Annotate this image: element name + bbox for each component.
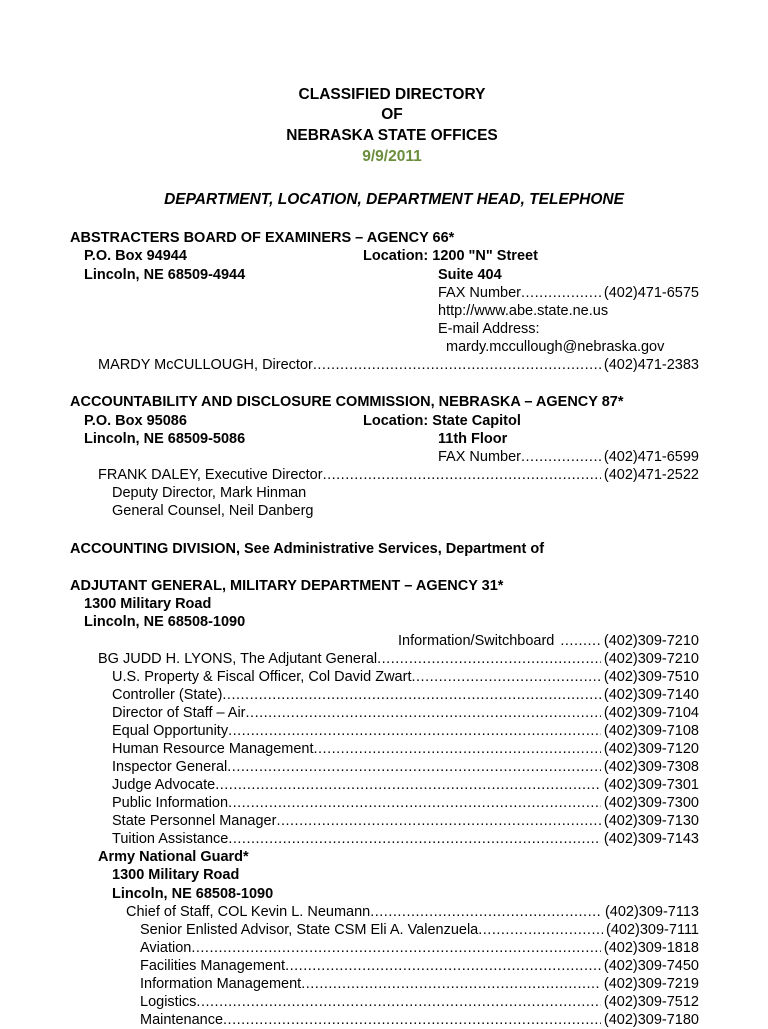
leader-dots: [377, 650, 601, 668]
fax-label: FAX Number: [438, 285, 521, 301]
entry-phone: (402)309-7219: [603, 976, 699, 992]
directory-entry: [112, 776, 699, 794]
directory-date: 9/9/2011: [362, 148, 422, 165]
director-phone: (402)471-2383: [603, 357, 699, 373]
abstracters-website[interactable]: http://www.abe.state.ne.us: [438, 303, 609, 319]
leader-dots: [323, 466, 601, 484]
entry-label: Judge Advocate: [112, 777, 216, 793]
leader-dots: [411, 668, 600, 686]
entry-phone: (402)309-7111: [606, 922, 699, 938]
entry-phone: (402)309-7308: [603, 759, 699, 775]
switchboard-phone: (402)309-7210: [603, 633, 699, 649]
accountability-city: Lincoln, NE 68509-5086: [84, 431, 246, 447]
entry-phone: (402)309-7130: [603, 813, 699, 829]
abstracters-city: Lincoln, NE 68509-4944: [84, 267, 246, 283]
leader-dots: [191, 939, 601, 957]
entry-label: U.S. Property & Fiscal Officer, Col David Zwart: [112, 669, 412, 685]
directory-entry: [112, 668, 699, 686]
leader-dots: [222, 686, 600, 704]
abstracters-director-entry: [98, 356, 699, 374]
directory-entry: [112, 704, 699, 722]
leader-dots: [370, 903, 602, 921]
entry-phone: (402)309-7300: [603, 795, 699, 811]
leader-dots: [314, 740, 601, 758]
adjutant-address: 1300 Military Road: [84, 596, 212, 612]
head-name: BG JUDD H. LYONS, The Adjutant General: [98, 651, 378, 667]
army-guard-address: 1300 Military Road: [112, 867, 240, 883]
entry-label: Equal Opportunity: [112, 723, 229, 739]
directory-entry: [140, 993, 699, 1011]
entry-label: Tuition Assistance: [112, 831, 229, 847]
entry-phone: (402)309-7108: [603, 723, 699, 739]
directory-entry: [140, 1011, 699, 1029]
fax-number: (402)471-6575: [603, 285, 699, 301]
entry-label: Facilities Management: [140, 958, 286, 974]
accountability-fax-entry: [438, 448, 699, 466]
army-guard-heading: Army National Guard*: [98, 849, 249, 865]
leader-dots: [215, 776, 601, 794]
entry-phone: (402)309-7104: [603, 705, 699, 721]
entry-label: Director of Staff – Air: [112, 705, 246, 721]
directory-entry: [112, 722, 699, 740]
army-guard-city: Lincoln, NE 68508-1090: [112, 886, 274, 902]
accountability-counsel: General Counsel, Neil Danberg: [112, 503, 314, 519]
accountability-director-entry: [98, 466, 699, 484]
adjutant-city: Lincoln, NE 68508-1090: [84, 614, 246, 630]
entry-label: State Personnel Manager: [112, 813, 277, 829]
chief-name: Chief of Staff, COL Kevin L. Neumann: [126, 904, 371, 920]
leader-dots: [276, 812, 600, 830]
leader-dots: [228, 722, 601, 740]
directory-entry: [140, 921, 699, 939]
fax-label: FAX Number: [438, 449, 521, 465]
abstracters-email-label: E-mail Address:: [438, 321, 540, 337]
directory-entry: [140, 939, 699, 957]
entry-label: Aviation: [140, 940, 192, 956]
entry-phone: (402)309-7510: [603, 669, 699, 685]
entry-phone: (402)309-1818: [603, 940, 699, 956]
abstracters-po-box: P.O. Box 94944: [84, 248, 187, 264]
adjutant-heading: ADJUTANT GENERAL, MILITARY DEPARTMENT – AGENCY 31*: [70, 578, 504, 594]
abstracters-fax-entry: [438, 284, 699, 302]
leader-dots: [246, 704, 601, 722]
director-name: MARDY McCULLOUGH, Director: [98, 357, 313, 373]
entry-label: Inspector General: [112, 759, 228, 775]
accountability-location: Location: State Capitol: [363, 413, 521, 429]
adjutant-head-entry: [98, 650, 699, 668]
leader-dots: [301, 975, 601, 993]
director-phone: (402)471-2522: [603, 467, 699, 483]
abstracters-heading: ABSTRACTERS BOARD OF EXAMINERS – AGENCY 66*: [70, 230, 455, 246]
accountability-heading: ACCOUNTABILITY AND DISCLOSURE COMMISSION, NEBRASKA – AGENCY 87*: [70, 394, 624, 410]
directory-title: CLASSIFIED DIRECTORY: [298, 86, 486, 103]
directory-entry: [112, 830, 699, 848]
army-guard-chief-entry: [126, 903, 699, 921]
abstracters-location: Location: 1200 "N" Street: [363, 248, 538, 264]
directory-entry: [112, 740, 699, 758]
leader-dots: [228, 794, 601, 812]
leader-dots: [478, 921, 603, 939]
directory-title-of: OF: [381, 106, 403, 123]
entry-label: Controller (State): [112, 687, 223, 703]
abstracters-suite: Suite 404: [438, 267, 502, 283]
entry-label: Information Management: [140, 976, 302, 992]
leader-dots: [521, 448, 601, 466]
entry-label: Public Information: [112, 795, 229, 811]
accounting-heading: ACCOUNTING DIVISION, See Administrative Services, Department of: [70, 541, 545, 557]
leader-dots: [227, 758, 601, 776]
entry-label: Maintenance: [140, 1012, 224, 1028]
directory-entry: [140, 957, 699, 975]
entry-label: Human Resource Management: [112, 741, 314, 757]
directory-title-offices: NEBRASKA STATE OFFICES: [286, 127, 498, 144]
head-phone: (402)309-7210: [603, 651, 699, 667]
entry-phone: (402)309-7180: [603, 1012, 699, 1028]
leader-dots: [196, 993, 600, 1011]
chief-phone: (402)309-7113: [604, 904, 699, 920]
entry-phone: (402)309-7140: [603, 687, 699, 703]
leader-dots: [554, 632, 601, 650]
fax-number: (402)471-6599: [603, 449, 699, 465]
directory-entry: [112, 812, 699, 830]
director-name: FRANK DALEY, Executive Director: [98, 467, 323, 483]
leader-dots: [521, 284, 601, 302]
leader-dots: [228, 830, 601, 848]
leader-dots: [285, 957, 601, 975]
entry-phone: (402)309-7512: [603, 994, 699, 1010]
abstracters-email[interactable]: mardy.mccullough@nebraska.gov: [446, 339, 665, 355]
entry-label: Logistics: [140, 994, 197, 1010]
entry-phone: (402)309-7301: [603, 777, 699, 793]
accountability-po-box: P.O. Box 95086: [84, 413, 187, 429]
leader-dots: [313, 356, 601, 374]
adjutant-switchboard-entry: [398, 632, 699, 650]
entry-label: Senior Enlisted Advisor, State CSM Eli A. Valenzuela: [140, 922, 479, 938]
entry-phone: (402)309-7120: [603, 741, 699, 757]
directory-entry: [140, 975, 699, 993]
entry-phone: (402)309-7143: [603, 831, 699, 847]
accountability-floor: 11th Floor: [438, 431, 508, 447]
entry-phone: (402)309-7450: [603, 958, 699, 974]
directory-entry: [112, 758, 699, 776]
directory-subtitle: DEPARTMENT, LOCATION, DEPARTMENT HEAD, TELEPHONE: [164, 191, 624, 208]
accountability-deputy: Deputy Director, Mark Hinman: [112, 485, 307, 501]
directory-entry: [112, 794, 699, 812]
switchboard-label: Information/Switchboard: [398, 633, 555, 649]
leader-dots: [223, 1011, 601, 1029]
directory-entry: [112, 686, 699, 704]
